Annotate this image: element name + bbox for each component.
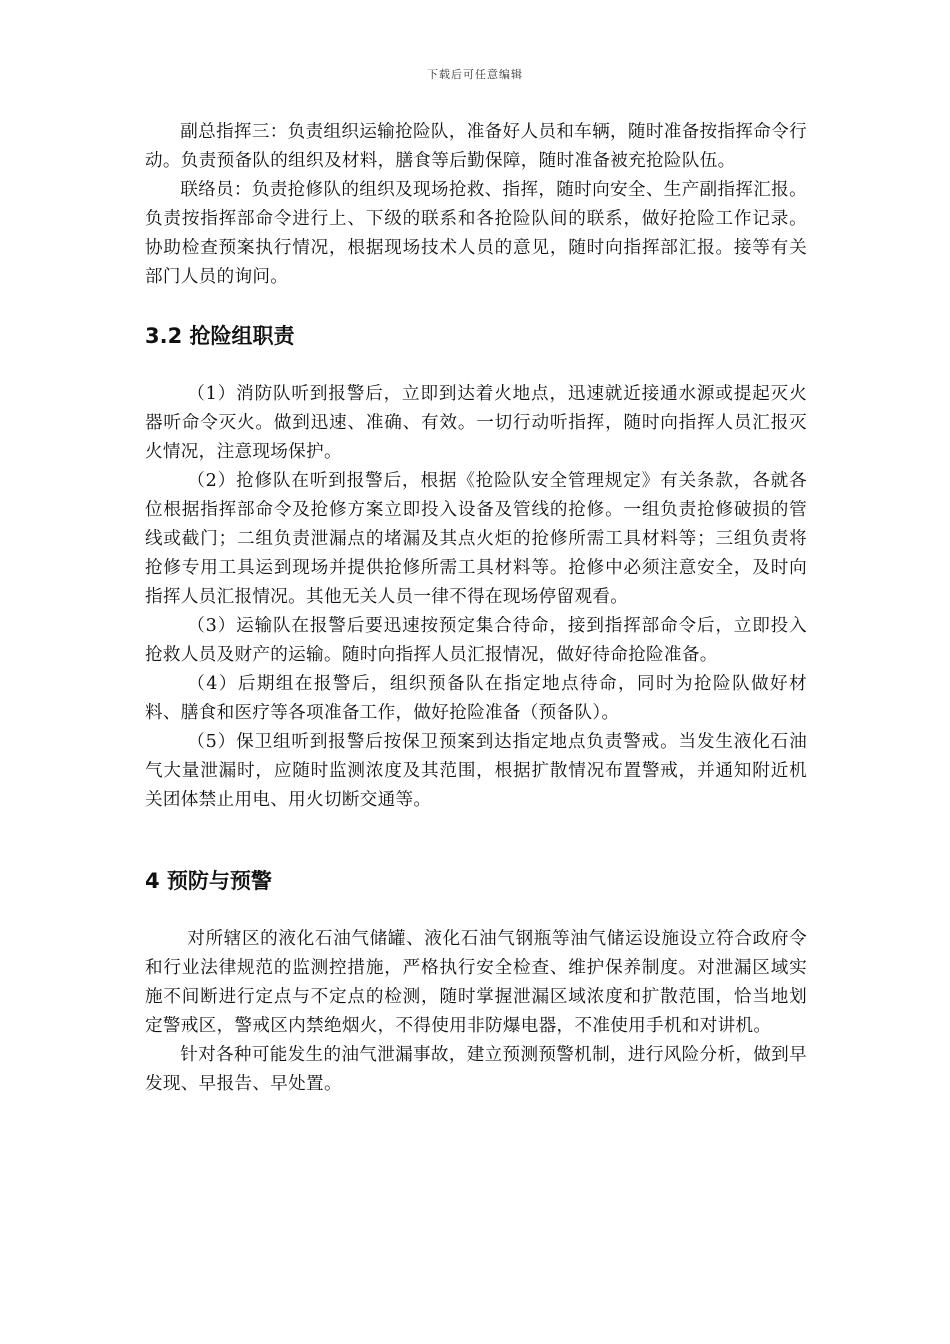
paragraph-liaison: 联络员：负责抢修队的组织及现场抢救、指挥，随时向安全、生产副指挥汇报。负责按指挥部命令进行上、下级的联系和各抢险队间的联系，做好抢险工作记录。协助检查预案执行情况，根据现场技术人员的意见，随时向指挥部汇报。接等有关部门人员的询问。 — [145, 180, 807, 287]
paragraph-monitoring-measures: 对所辖区的液化石油气储罐、液化石油气钢瓶等油气储运设施设立符合政府令和行业法律规范的监测控措施，严格执行安全检查、维护保养制度。对泄漏区域实施不间断进行定点与不定点的检测，随时掌握泄漏区域浓度和扩散范围，恰当地划定警戒区，警戒区内禁绝烟火，不得使用非防爆电器，不准使用手机和对讲机。 — [145, 929, 807, 1036]
paragraph-deputy-commander-three: 副总指挥三：负责组织运输抢险队，准备好人员和车辆，随时准备按指挥命令行动。负责预备队的组织及材料，膳食等后勤保障，随时准备被充抢险队伍。 — [145, 122, 807, 171]
paragraph-fire-team: （1）消防队听到报警后，立即到达着火地点，迅速就近接通水源或提起灭火器听命令灭火。做到迅速、准确、有效。一切行动听指挥，随时向指挥人员汇报灭火情况，注意现场保护。 — [145, 384, 807, 462]
section-4-body — [145, 925, 807, 1099]
section-heading-4: 4 预防与预警 — [145, 869, 272, 893]
section-3-2-body — [145, 380, 807, 815]
paragraph-early-warning: 针对各种可能发生的油气泄漏事故，建立预测预警机制，进行风险分析，做到早发现、早报告、早处置。 — [145, 1045, 807, 1094]
intro-section — [145, 118, 807, 292]
paragraph-transport-team: （3）运输队在报警后要迅速按预定集合待命，接到指挥部命令后，立即投入抢救人员及财产的运输。随时向指挥人员汇报情况，做好待命抢险准备。 — [145, 616, 807, 665]
paragraph-repair-team: （2）抢修队在听到报警后，根据《抢险队安全管理规定》有关条款，各就各位根据指挥部命令及抢修方案立即投入设备及管线的抢修。一组负责抢修破损的管线或截门；二组负责泄漏点的堵漏及其点火炬的抢修所需工具材料等；三组负责将抢修专用工具运到现场并提供抢修所需工具材料等。抢修中必须注意安全，及时向指挥人员汇报情况。其他无关人员一律不得在现场停留观看。 — [145, 471, 807, 607]
paragraph-logistics-team: （4）后期组在报警后，组织预备队在指定地点待命，同时为抢险队做好材料、膳食和医疗等各项准备工作，做好抢险准备（预备队）。 — [145, 674, 807, 723]
section-heading-3-2: 3.2 抢险组职责 — [145, 324, 295, 348]
paragraph-security-team: （5）保卫组听到报警后按保卫预案到达指定地点负责警戒。当发生液化石油气大量泄漏时，应随时监测浓度及其范围，根据扩散情况布置警戒，并通知附近机关团体禁止用电、用火切断交通等。 — [145, 732, 807, 810]
document-body — [145, 118, 807, 1099]
header-note: 下载后可任意编辑 — [427, 68, 523, 81]
